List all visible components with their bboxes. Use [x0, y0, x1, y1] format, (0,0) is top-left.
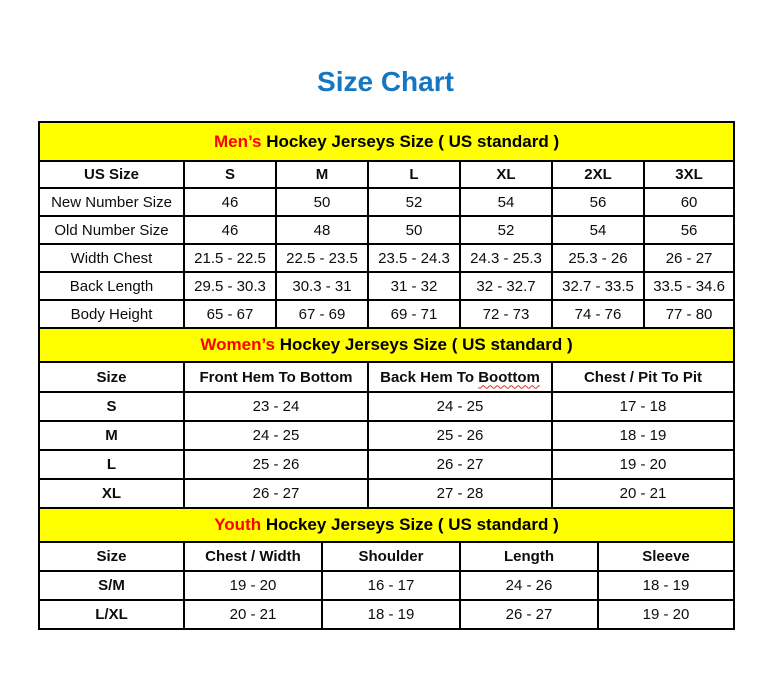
- size-value-cell: 52: [368, 188, 460, 216]
- size-value-cell: 50: [368, 216, 460, 244]
- row-label-cell: S: [39, 392, 184, 421]
- size-value-cell: 22.5 - 23.5: [276, 244, 368, 272]
- size-value-cell: 56: [552, 188, 644, 216]
- size-value-cell: 26 - 27: [184, 479, 368, 508]
- size-value-cell: 31 - 32: [368, 272, 460, 300]
- youth-table-title: [39, 508, 734, 542]
- size-value-cell: 67 - 69: [276, 300, 368, 328]
- column-header-cell: Chest / Pit To Pit: [552, 362, 734, 392]
- size-value-cell: 18 - 19: [598, 571, 734, 600]
- back-hem-misspelled-word: Boottom: [478, 368, 540, 386]
- table-row: [39, 272, 734, 300]
- table-row: [39, 244, 734, 272]
- table-row: [39, 300, 734, 328]
- size-value-cell: 32 - 32.7: [460, 272, 552, 300]
- womens-table-title: [39, 328, 734, 362]
- youth-title-accent: Youth: [214, 515, 262, 534]
- size-value-cell: 26 - 27: [368, 450, 552, 479]
- size-value-cell: 48: [276, 216, 368, 244]
- row-label-cell: Old Number Size: [39, 216, 184, 244]
- size-value-cell: 21.5 - 22.5: [184, 244, 276, 272]
- size-value-cell: 54: [552, 216, 644, 244]
- youth-title-text: Hockey Jerseys Size ( US standard ): [261, 515, 559, 534]
- table-row: [39, 392, 734, 421]
- row-label-cell: S/M: [39, 571, 184, 600]
- table-row: [39, 600, 734, 629]
- column-header-cell: 3XL: [644, 161, 734, 188]
- size-value-cell: 19 - 20: [184, 571, 322, 600]
- size-value-cell: 46: [184, 216, 276, 244]
- size-value-cell: 69 - 71: [368, 300, 460, 328]
- row-label-cell: M: [39, 421, 184, 450]
- size-value-cell: 30.3 - 31: [276, 272, 368, 300]
- size-value-cell: 16 - 17: [322, 571, 460, 600]
- page-title: Size Chart: [317, 66, 454, 97]
- womens-size-table: [38, 327, 735, 509]
- size-value-cell: 24 - 25: [184, 421, 368, 450]
- size-value-cell: 25 - 26: [368, 421, 552, 450]
- mens-table-title: [39, 122, 734, 161]
- column-header-cell: Sleeve: [598, 542, 734, 571]
- size-value-cell: 26 - 27: [460, 600, 598, 629]
- column-header-cell: L: [368, 161, 460, 188]
- column-header-back-hem: [368, 362, 552, 392]
- size-value-cell: 25 - 26: [184, 450, 368, 479]
- size-value-cell: 20 - 21: [552, 479, 734, 508]
- size-value-cell: 25.3 - 26: [552, 244, 644, 272]
- size-value-cell: 27 - 28: [368, 479, 552, 508]
- column-header-cell: Size: [39, 362, 184, 392]
- size-value-cell: 24 - 25: [368, 392, 552, 421]
- size-value-cell: 19 - 20: [598, 600, 734, 629]
- size-value-cell: 33.5 - 34.6: [644, 272, 734, 300]
- size-value-cell: 26 - 27: [644, 244, 734, 272]
- table-row: [39, 188, 734, 216]
- size-value-cell: 65 - 67: [184, 300, 276, 328]
- row-label-cell: L: [39, 450, 184, 479]
- column-header-cell: Size: [39, 542, 184, 571]
- size-value-cell: 72 - 73: [460, 300, 552, 328]
- row-label-cell: XL: [39, 479, 184, 508]
- size-value-cell: 17 - 18: [552, 392, 734, 421]
- column-header-cell: 2XL: [552, 161, 644, 188]
- column-header-cell: Shoulder: [322, 542, 460, 571]
- mens-title-text: Hockey Jerseys Size ( US standard ): [261, 131, 560, 151]
- row-label-cell: Back Length: [39, 272, 184, 300]
- size-value-cell: 50: [276, 188, 368, 216]
- row-label-cell: L/XL: [39, 600, 184, 629]
- size-value-cell: 56: [644, 216, 734, 244]
- column-header-cell: XL: [460, 161, 552, 188]
- size-value-cell: 54: [460, 188, 552, 216]
- table-row: [39, 216, 734, 244]
- column-header-cell: Front Hem To Bottom: [184, 362, 368, 392]
- column-header-cell: S: [184, 161, 276, 188]
- size-value-cell: 32.7 - 33.5: [552, 272, 644, 300]
- size-value-cell: 60: [644, 188, 734, 216]
- table-row: [39, 450, 734, 479]
- size-value-cell: 18 - 19: [552, 421, 734, 450]
- size-value-cell: 77 - 80: [644, 300, 734, 328]
- size-value-cell: 24 - 26: [460, 571, 598, 600]
- table-row: [39, 421, 734, 450]
- size-value-cell: 19 - 20: [552, 450, 734, 479]
- size-value-cell: 23.5 - 24.3: [368, 244, 460, 272]
- table-row: [39, 479, 734, 508]
- size-value-cell: 46: [184, 188, 276, 216]
- row-label-cell: New Number Size: [39, 188, 184, 216]
- column-header-cell: Chest / Width: [184, 542, 322, 571]
- back-hem-prefix: Back Hem To: [380, 368, 479, 386]
- table-row: [39, 571, 734, 600]
- column-header-cell: US Size: [39, 161, 184, 188]
- youth-size-table: [38, 507, 735, 630]
- size-value-cell: 20 - 21: [184, 600, 322, 629]
- size-value-cell: 18 - 19: [322, 600, 460, 629]
- mens-title-accent: Men’s: [213, 131, 262, 151]
- size-value-cell: 23 - 24: [184, 392, 368, 421]
- column-header-cell: Length: [460, 542, 598, 571]
- size-value-cell: 24.3 - 25.3: [460, 244, 552, 272]
- size-chart: [38, 121, 733, 630]
- row-label-cell: Body Height: [39, 300, 184, 328]
- womens-title-accent: Women’s: [200, 335, 275, 354]
- column-header-cell: M: [276, 161, 368, 188]
- size-value-cell: 29.5 - 30.3: [184, 272, 276, 300]
- size-value-cell: 52: [460, 216, 552, 244]
- womens-title-text: Hockey Jerseys Size ( US standard ): [275, 335, 573, 354]
- mens-size-table: [38, 121, 735, 329]
- row-label-cell: Width Chest: [39, 244, 184, 272]
- size-value-cell: 74 - 76: [552, 300, 644, 328]
